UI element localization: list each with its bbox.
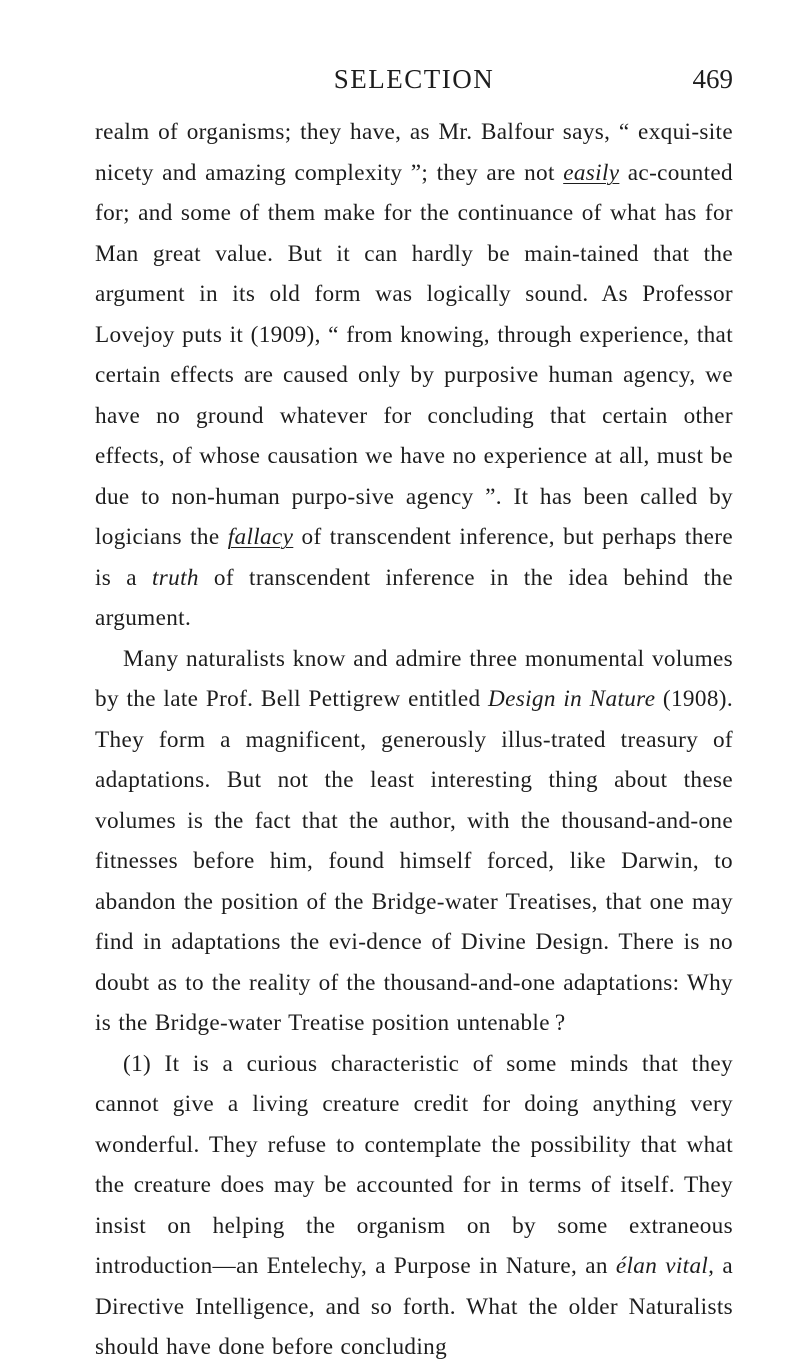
- emphasis-text: fallacy: [227, 524, 294, 550]
- text-run: Many naturalists know and admire three monumental volumes by the late Prof. Bell Pettigrew entitled: [95, 645, 733, 712]
- emphasis-text: Design in Nature: [488, 686, 656, 712]
- text-run: realm of organisms; they have, as Mr. Balfour says, “ exqui-site nicety and amazing complexity ”; they are not: [95, 119, 733, 186]
- text-run: a Directive Intelligence, and so forth. What the older Naturalists should have done before concluding: [95, 1253, 734, 1360]
- emphasis-text: easily: [563, 159, 620, 186]
- emphasis-text: élan vital,: [615, 1253, 715, 1279]
- paragraph: [95, 639, 733, 1044]
- running-title: SELECTION: [333, 64, 495, 94]
- emphasis-text: truth: [151, 564, 199, 591]
- text-run: (1908). They form a magnificent, generously illus-trated treasury of adaptations. But not the least interesting thing about these volumes is the fact that the author, with the thousand-and-one fitnesses before him, found himself forced, like Darwin, to abandon the position of the Bridge-water Treatises, that one may find in adaptations the evi-dence of Divine Design. There is no doubt as to the reality of the thousand-and-one adaptations: Why is the Bridge-water Treatise position untenable ?: [95, 686, 733, 1036]
- running-head: [95, 64, 733, 94]
- page-number: 469: [692, 64, 733, 94]
- paragraph: [95, 112, 733, 639]
- text-run: of transcendent inference in the idea behind the argument.: [95, 564, 734, 631]
- text-run: (1) It is a curious characteristic of some minds that they cannot give a living creature credit for doing anything very wonderful. They refuse to contemplate the possibility that what the creature does may be accounted for in terms of itself. They insist on helping the organism on by some extraneous introduction—an Entelechy, a Purpose in Nature, an: [95, 1050, 733, 1279]
- body-text: [95, 112, 733, 1368]
- text-run: ac-counted for; and some of them make for the continuance of what has for Man great value. But it can hardly be main-tained that the argument in its old form was logically sound. As Professor Lovejoy puts it (1909), “ from knowing, through experience, that certain effects are caused only by purposive human agency, we have no ground whatever for concluding that certain other effects, of whose causation we have no experience at all, must be due to non-human purpo-sive agency ”. It has been called by logicians the: [95, 159, 733, 550]
- paragraph: [95, 1044, 733, 1368]
- text-run: of transcendent inference, but perhaps there is a: [95, 524, 733, 591]
